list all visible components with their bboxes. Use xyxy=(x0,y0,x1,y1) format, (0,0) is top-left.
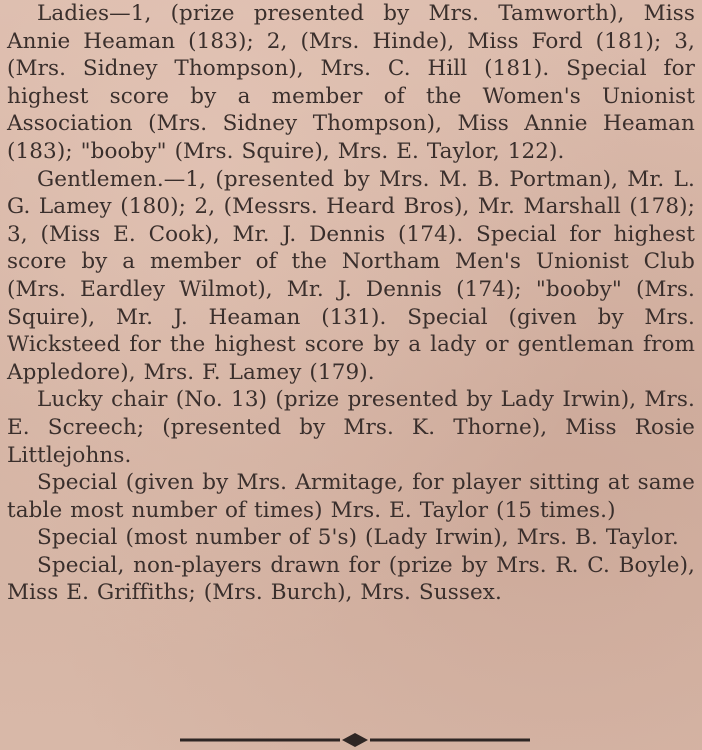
divider-diamond xyxy=(342,733,368,747)
paragraph-gentlemen-prizes: Gentlemen.—1, (presented by Mrs. M. B. Portman), Mr. L. G. Lamey (180); 2, (Messrs. Heard Bros), Mr. Marshall (178); 3, (Miss E. Cook), Mr. J. Dennis (174). Special for highest score by a member of the Northam Men's Unionist Club (Mrs. Eardley Wilmot), Mr. J. Dennis (174); "booby" (Mrs. Squire), Mr. J. Heaman (131). Special (given by Mrs. Wicksteed for the highest score by a lady or gentleman from Appledore), Mrs. F. Lamey (179). xyxy=(7,166,695,385)
section-divider-ornament xyxy=(180,733,530,747)
prize-list-article xyxy=(7,0,695,607)
paragraph-special-non-players: Special, non-players drawn for (prize by Mrs. R. C. Boyle), Miss E. Griffiths; (Mrs. Burch), Mrs. Sussex. xyxy=(7,552,695,606)
paragraph-lucky-chair: Lucky chair (No. 13) (prize presented by Lady Irwin), Mrs. E. Screech; (presented by Mrs. K. Thorne), Miss Rosie Littlejohns. xyxy=(7,387,695,468)
paragraph-special-fives: Special (most number of 5's) (Lady Irwin), Mrs. B. Taylor. xyxy=(37,525,679,551)
paragraph-special-armitage: Special (given by Mrs. Armitage, for player sitting at same table most number of times) Mrs. E. Taylor (15 times.) xyxy=(7,470,695,523)
paragraph-ladies-prizes: Ladies—1, (prize presented by Mrs. Tamworth), Miss Annie Heaman (183); 2, (Mrs. Hinde), Miss Ford (181); 3, (Mrs. Sidney Thompson), Mrs. C. Hill (181). Special for highest score by a member of the Women's Unionist Association (Mrs. Sidney Thompson), Miss Annie Heaman (183); "booby" (Mrs. Squire), Mrs. E. Taylor, 122). xyxy=(7,1,695,164)
